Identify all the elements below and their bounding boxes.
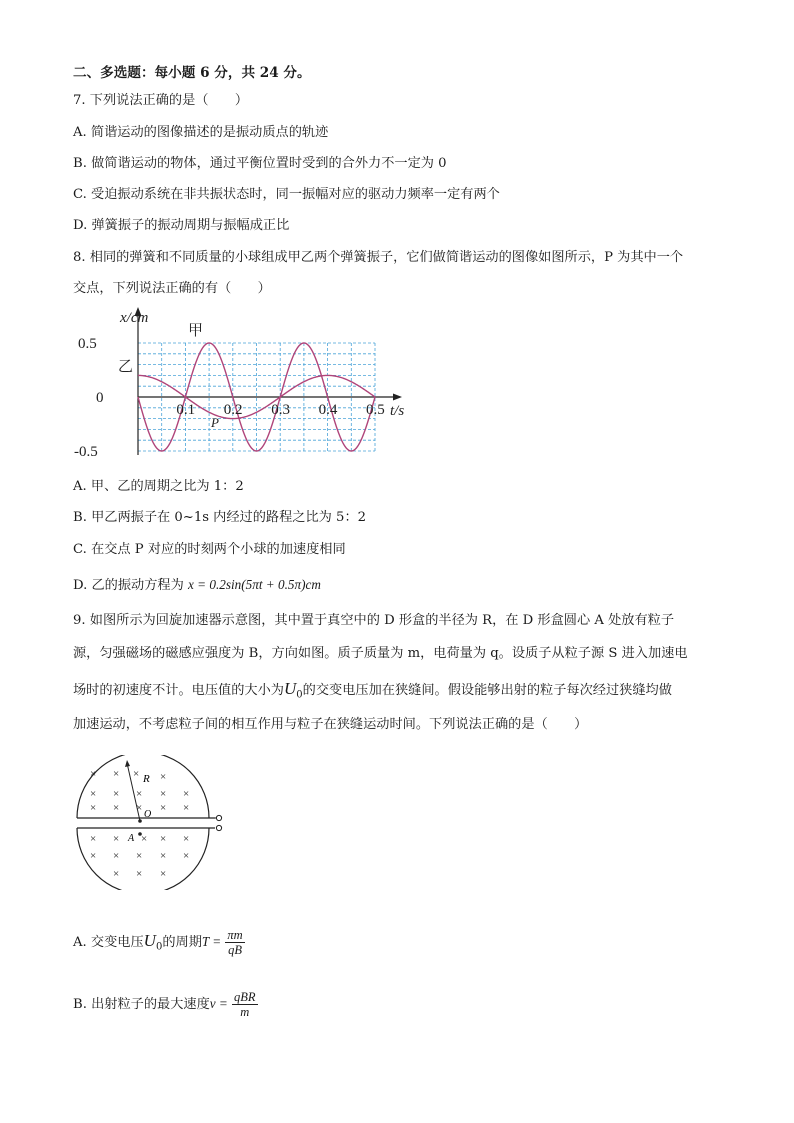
x-tick-label: 0.5 xyxy=(366,402,385,418)
q9-line3-sub: 0 xyxy=(296,689,303,701)
q8-stem-line2: 交点，下列说法正确的有（ ） xyxy=(73,281,271,296)
field-cross-mark: × xyxy=(160,788,167,800)
q8-stem-line1: 8. 相同的弹簧和不同质量的小球组成甲乙两个弹簧振子，它们做简谐运动的图像如图所示，P 为其中一个 xyxy=(73,250,684,265)
field-cross-mark: × xyxy=(136,850,143,862)
cyclotron-figure xyxy=(70,755,235,890)
vibration-chart xyxy=(70,305,420,465)
field-cross-mark: × xyxy=(113,768,120,780)
field-cross-mark: × xyxy=(113,802,120,814)
x-axis-arrow xyxy=(393,394,402,401)
q8-option-a: A. 甲、乙的周期之比为 1：2 xyxy=(73,479,244,494)
field-cross-mark: × xyxy=(136,868,143,880)
q9-option-a-t: T = xyxy=(201,934,222,949)
q7-option-c: C. 受迫振动系统在非共振状态时，同一振幅对应的驱动力频率一定有两个 xyxy=(73,187,500,202)
q9-option-b-v: v = xyxy=(209,996,228,1011)
q8-option-d-formula: x = 0.2sin(5πt + 0.5π)cm xyxy=(188,577,321,592)
q9-option-a xyxy=(73,925,245,964)
q9-option-a-mid: 的周期 xyxy=(162,935,202,950)
x-tick-label: 0.2 xyxy=(223,402,243,418)
field-cross-mark: × xyxy=(183,802,190,814)
magnetic-field-marks xyxy=(90,768,189,880)
q8-option-c: C. 在交点 P 对应的时刻两个小球的加速度相同 xyxy=(73,542,346,557)
field-cross-mark: × xyxy=(90,850,97,862)
y-tick-label: -0.5 xyxy=(74,444,98,460)
q9-line3-u: U xyxy=(284,679,297,698)
q9-option-b-num: qBR xyxy=(234,990,256,1004)
field-cross-mark: × xyxy=(113,833,120,845)
y-tick-label: 0.5 xyxy=(78,336,97,352)
y-tick-label: 0 xyxy=(96,390,104,406)
q9-option-a-fraction xyxy=(225,928,244,957)
section-title: 二、多选题：每小题 6 分，共 24 分。 xyxy=(73,65,311,81)
field-cross-mark: × xyxy=(136,788,143,800)
q9-option-a-prefix: A. 交变电压 xyxy=(73,935,144,950)
y-axis-label: x/cm xyxy=(120,310,149,326)
field-cross-mark: × xyxy=(160,802,167,814)
field-cross-mark: × xyxy=(113,868,120,880)
q9-line3 xyxy=(73,680,672,705)
field-cross-mark: × xyxy=(113,788,120,800)
field-cross-mark: × xyxy=(90,788,97,800)
q7-option-a: A. 简谐运动的图像描述的是振动质点的轨迹 xyxy=(73,125,329,140)
field-cross-mark: × xyxy=(160,850,167,862)
q9-line1: 9. 如图所示为回旋加速器示意图，其中置于真空中的 D 形盒的半径为 R，在 D 形盒圆心 A 处放有粒子 xyxy=(73,613,675,628)
field-cross-mark: × xyxy=(133,768,140,780)
q7-stem: 7. 下列说法正确的是（ ） xyxy=(73,93,249,108)
q9-option-b-fraction xyxy=(232,990,258,1019)
field-cross-mark: × xyxy=(141,833,148,845)
q8-option-d-prefix: D. 乙的振动方程为 xyxy=(73,578,184,593)
q7-option-b: B. 做简谐运动的物体，通过平衡位置时受到的合外力不一定为 0 xyxy=(73,156,447,171)
field-cross-mark: × xyxy=(183,788,190,800)
field-cross-mark: × xyxy=(113,850,120,862)
x-tick-label: 0.1 xyxy=(176,402,196,418)
label-a: A xyxy=(128,833,135,844)
x-axis-label: t/s xyxy=(390,403,405,419)
x-tick-label: 0.3 xyxy=(271,402,290,418)
q9-option-b-den: m xyxy=(240,1005,250,1019)
q8-option-d xyxy=(73,576,321,595)
series-label-yi: 乙 xyxy=(118,359,134,375)
q9-option-a-u: U xyxy=(143,931,156,950)
q9-option-b xyxy=(73,988,258,1021)
field-cross-mark: × xyxy=(160,833,167,845)
chart-labels xyxy=(74,310,404,460)
q9-line3-end: 的交变电压加在狭缝间。假设能够出射的粒子每次经过狭缝均做 xyxy=(302,683,672,698)
x-tick-label: 0.4 xyxy=(318,402,338,418)
point-p-label: P xyxy=(211,415,219,430)
series-label-jia: 甲 xyxy=(188,323,204,339)
q9-line4: 加速运动，不考虑粒子间的相互作用与粒子在狭缝运动时间。下列说法正确的是（ ） xyxy=(73,717,588,732)
label-o: O xyxy=(144,809,152,820)
q9-option-a-den: qB xyxy=(228,943,242,957)
field-cross-mark: × xyxy=(160,868,167,880)
q9-line3-start: 场时的初速度不计。电压值的大小为 xyxy=(73,683,284,698)
q9-line2: 源，匀强磁场的磁感应强度为 B，方向如图。质子质量为 m，电荷量为 q。设质子从粒子源 S 进入加速电 xyxy=(73,646,688,661)
label-r: R xyxy=(143,773,150,785)
q8-option-b: B. 甲乙两振子在 0~1s 内经过的路程之比为 5：2 xyxy=(73,510,367,525)
field-cross-mark: × xyxy=(90,802,97,814)
field-cross-mark: × xyxy=(90,768,97,780)
q7-option-d: D. 弹簧振子的振动周期与振幅成正比 xyxy=(73,218,290,233)
q9-option-b-prefix: B. 出射粒子的最大速度 xyxy=(73,997,210,1012)
field-cross-mark: × xyxy=(183,833,190,845)
q9-option-a-num: πm xyxy=(227,928,243,942)
field-cross-mark: × xyxy=(136,802,143,814)
field-cross-mark: × xyxy=(160,771,167,783)
field-cross-mark: × xyxy=(183,850,190,862)
q9-option-a-sub: 0 xyxy=(155,941,163,953)
field-cross-mark: × xyxy=(90,833,97,845)
